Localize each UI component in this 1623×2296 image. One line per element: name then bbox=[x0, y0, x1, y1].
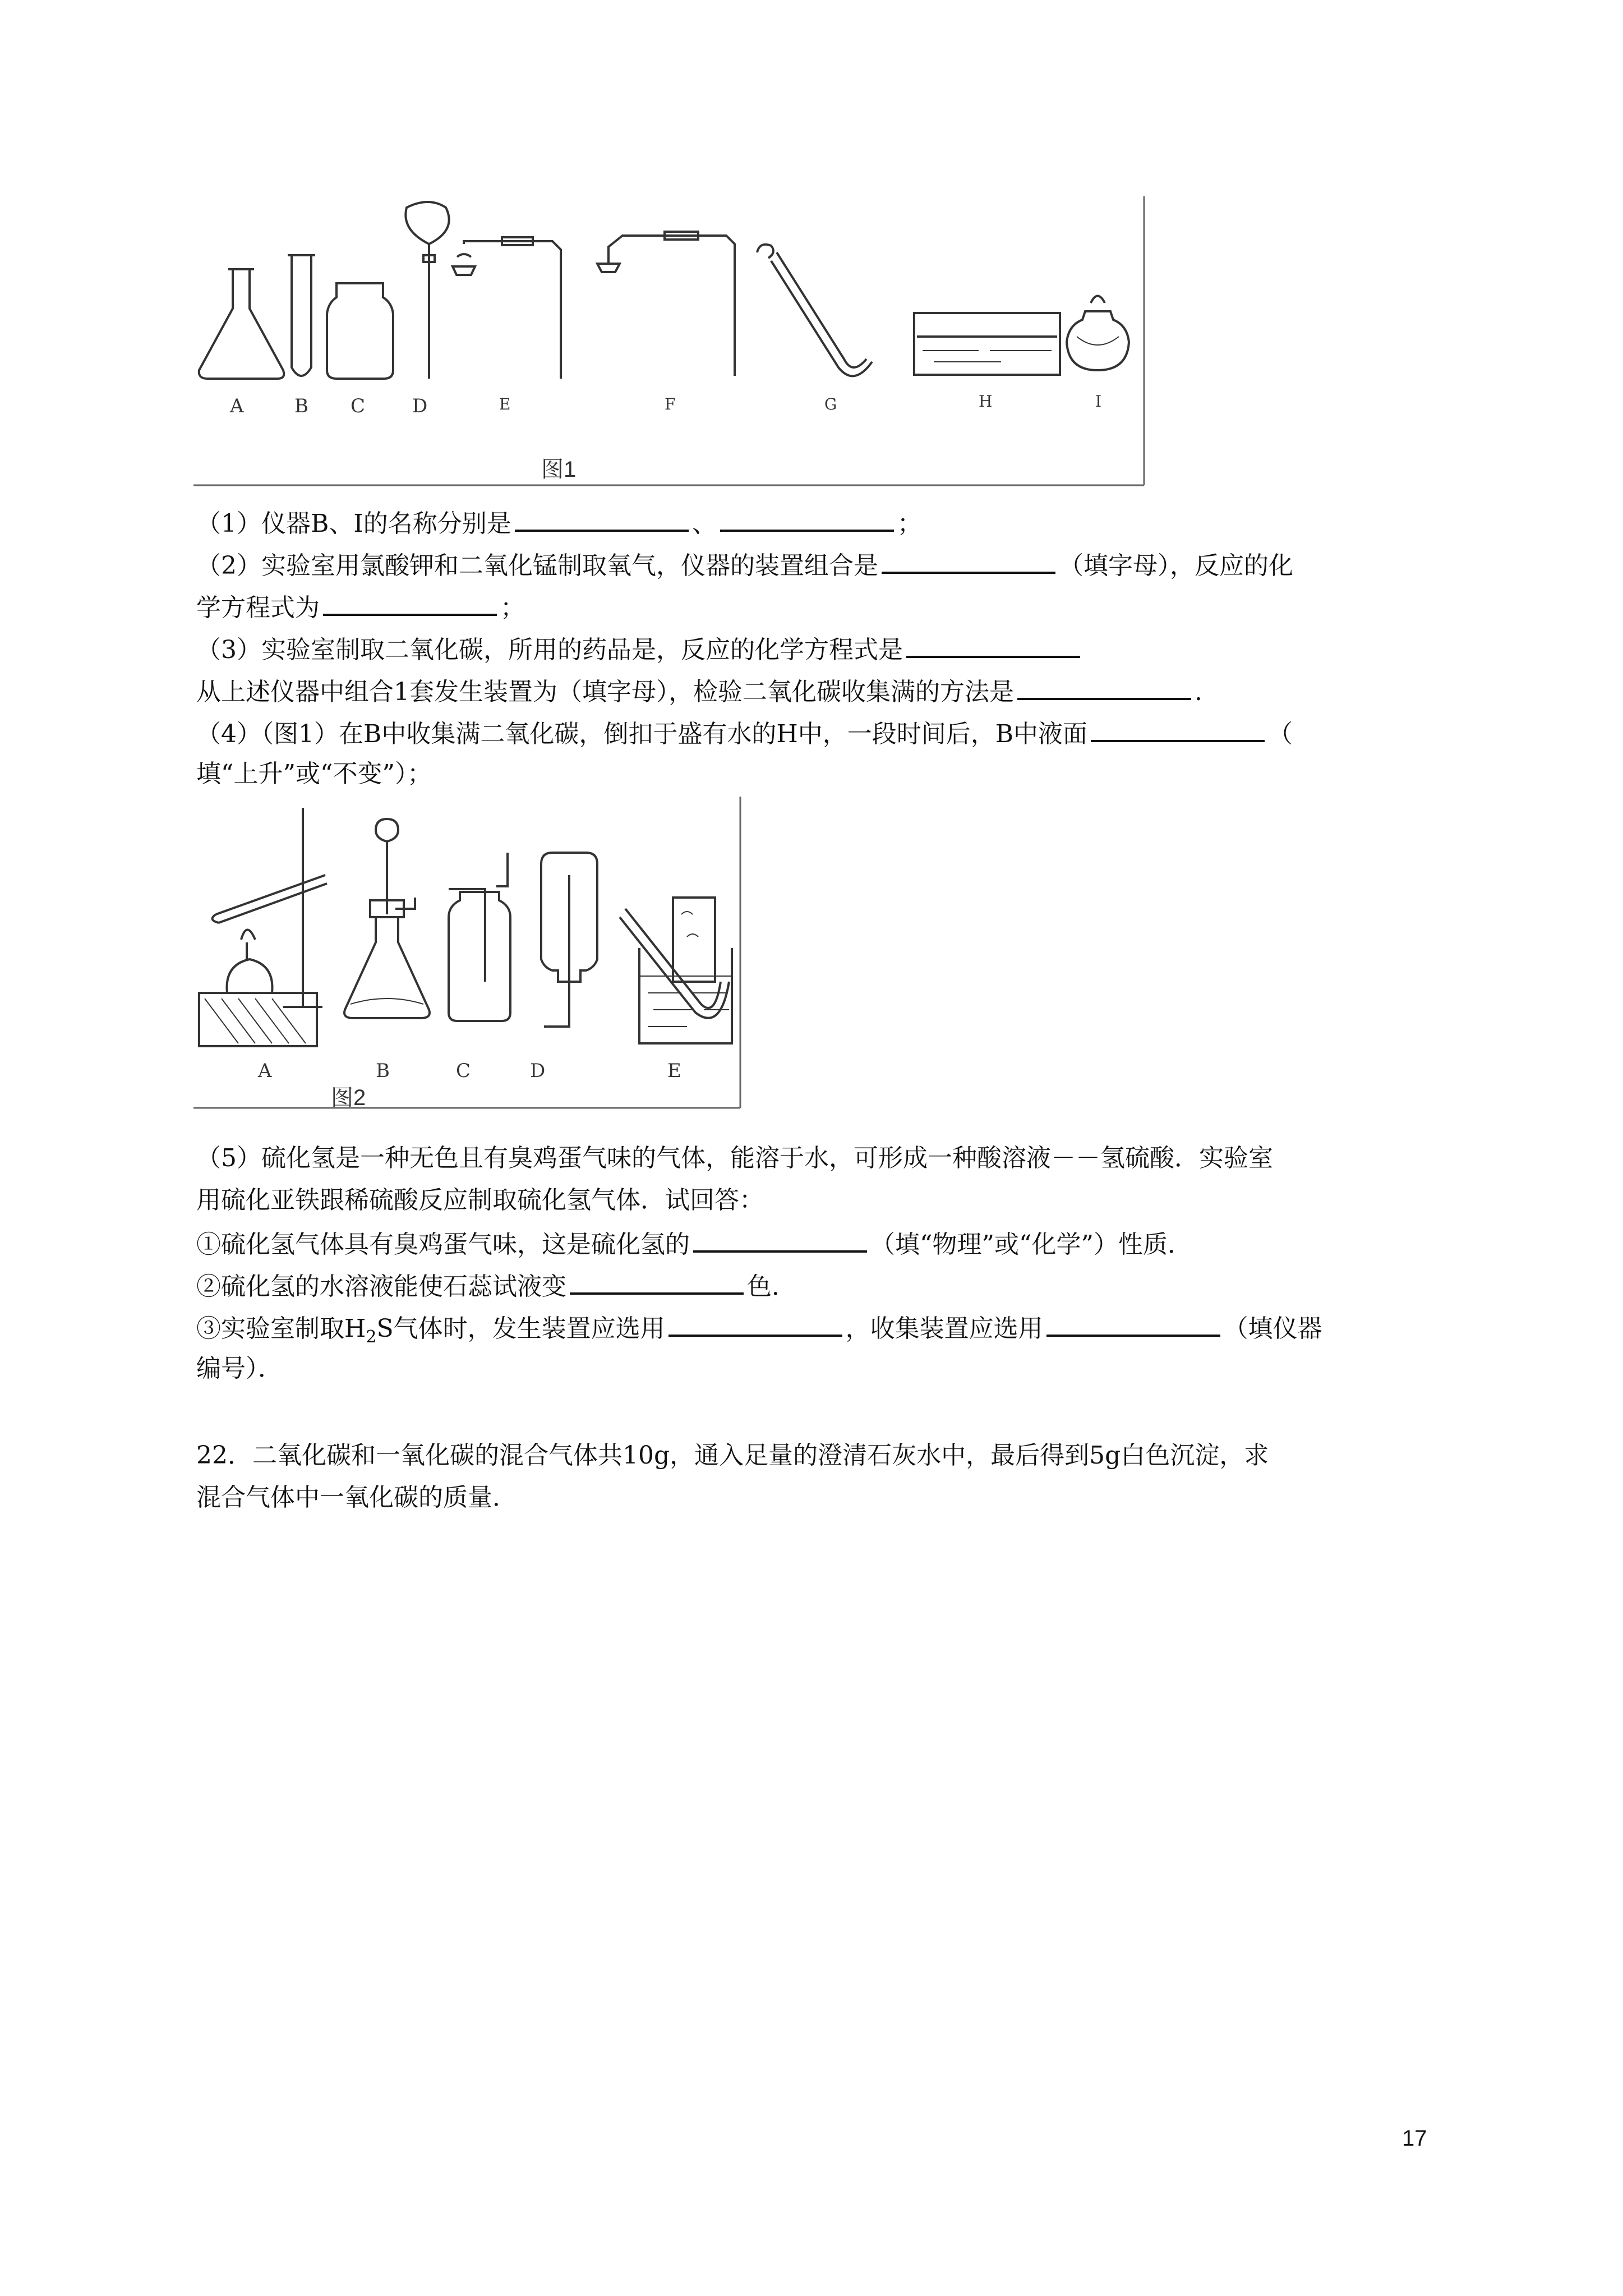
apparatus-i-alcohol-lamp bbox=[1067, 296, 1129, 371]
q2-line2-prefix: 学方程式为 bbox=[196, 593, 320, 622]
fig1-label-e: E bbox=[499, 395, 511, 413]
fig2-caption: 图2 bbox=[331, 1085, 366, 1110]
q5-sub1-prefix: ①硫化氢气体具有臭鸡蛋气味，这是硫化氢的 bbox=[196, 1230, 690, 1259]
q4-line2: 填“上升”或“不变”）； bbox=[196, 760, 432, 788]
question-2-line-1 bbox=[196, 547, 1293, 583]
q5-sub3-mid1: S气体时，发生装置应选用 bbox=[376, 1314, 665, 1343]
q5-sub3-mid2: ，收集装置应选用 bbox=[845, 1314, 1043, 1343]
question-5-sub-1 bbox=[196, 1226, 1192, 1262]
q3-blank-equation[interactable] bbox=[906, 631, 1080, 658]
q1-prefix: （1）仪器B、I的名称分别是 bbox=[196, 509, 511, 538]
fig1-label-g: G bbox=[824, 395, 837, 413]
fig1-caption: 图1 bbox=[541, 457, 577, 482]
question-4-line-2 bbox=[196, 757, 432, 791]
fig1-label-c: C bbox=[351, 395, 366, 417]
apparatus-c-gas-bottle bbox=[327, 283, 393, 379]
apparatus-b-test-tube bbox=[288, 255, 315, 376]
q3-line2-suffix: . bbox=[1195, 678, 1202, 706]
apparatus-a-conical-flask bbox=[199, 269, 284, 379]
question-5-sub-3-line-2 bbox=[196, 1352, 283, 1386]
q4-line1-prefix: （4）（图1）在B中收集满二氧化碳，倒扣于盛有水的H中，一段时间后，B中液面 bbox=[196, 720, 1088, 748]
fig2-apparatus-d bbox=[541, 853, 597, 1027]
q1-suffix: ； bbox=[897, 509, 922, 538]
fig2-apparatus-c bbox=[449, 853, 510, 1021]
q5-blank-collector[interactable] bbox=[1046, 1310, 1220, 1337]
apparatus-e-stopper-tube bbox=[453, 237, 561, 379]
q3-blank-method[interactable] bbox=[1017, 673, 1191, 700]
figure-2 bbox=[193, 797, 743, 1111]
page-number: 17 bbox=[1402, 2126, 1427, 2151]
fig1-label-d: D bbox=[412, 395, 428, 417]
fig1-label-f: F bbox=[665, 395, 676, 413]
apparatus-h-trough bbox=[914, 313, 1060, 375]
q5-sub3-prefix: ③实验室制取H bbox=[196, 1314, 366, 1343]
question-3-line-1 bbox=[196, 631, 1083, 667]
question-2-line-2 bbox=[196, 589, 525, 625]
fig2-label-d: D bbox=[530, 1060, 546, 1082]
q1-blank-b[interactable] bbox=[515, 505, 689, 532]
fig1-label-b: B bbox=[294, 395, 308, 417]
q1-sep: 、 bbox=[691, 509, 717, 538]
fig2-apparatus-a bbox=[199, 808, 327, 1046]
fig2-label-e: E bbox=[667, 1060, 681, 1082]
q5-line1: （5）硫化氢是一种无色且有臭鸡蛋气味的气体，能溶于水，可形成一种酸溶液－－氢硫酸．实验室 bbox=[196, 1144, 1273, 1172]
q5-blank-color[interactable] bbox=[570, 1268, 744, 1295]
question-5-line-2 bbox=[196, 1184, 764, 1217]
q22-line1: 22．二氧化碳和一氧化碳的混合气体共10g，通入足量的澄清石灰水中，最后得到5g白色沉淀，求 bbox=[196, 1441, 1269, 1470]
fig1-label-h: H bbox=[979, 392, 993, 411]
apparatus-d-funnel bbox=[405, 202, 449, 379]
q1-blank-i[interactable] bbox=[720, 505, 894, 532]
question-22-line-1 bbox=[196, 1439, 1269, 1473]
q5-line2: 用硫化亚铁跟稀硫酸反应制取硫化氢气体．试回答： bbox=[196, 1186, 764, 1214]
q4-blank-level[interactable] bbox=[1091, 715, 1265, 742]
q5-sub1-suffix: （填“物理”或“化学”）性质． bbox=[870, 1230, 1192, 1259]
q3-line2-prefix: 从上述仪器中组合1套发生装置为（填字母），检验二氧化碳收集满的方法是 bbox=[196, 678, 1014, 706]
question-5-line-1 bbox=[196, 1142, 1273, 1175]
fig2-label-a: A bbox=[258, 1060, 272, 1082]
q2-blank-apparatus[interactable] bbox=[882, 547, 1055, 574]
q5-blank-generator[interactable] bbox=[668, 1310, 842, 1337]
question-1 bbox=[196, 505, 922, 541]
question-5-sub-2 bbox=[196, 1268, 796, 1304]
q5-sub2-prefix: ②硫化氢的水溶液能使石蕊试液变 bbox=[196, 1272, 566, 1301]
q2-blank-equation[interactable] bbox=[323, 589, 497, 616]
fig2-label-b: B bbox=[376, 1060, 390, 1082]
q5-sub2-suffix: 色． bbox=[747, 1272, 796, 1301]
fig2-apparatus-b bbox=[344, 819, 430, 1018]
q5-sub3-subscript: 2 bbox=[366, 1327, 377, 1347]
apparatus-g-bent-tube bbox=[757, 245, 872, 376]
fig1-label-i: I bbox=[1095, 392, 1102, 411]
q22-line2: 混合气体中一氧化碳的质量． bbox=[196, 1483, 517, 1512]
figure-1 bbox=[193, 191, 1147, 488]
fig2-apparatus-e bbox=[620, 898, 732, 1043]
fig2-label-c: C bbox=[456, 1060, 471, 1082]
question-5-sub-3 bbox=[196, 1310, 1322, 1354]
q5-sub3-suffix: （填仪器 bbox=[1223, 1314, 1322, 1343]
q2-line1-prefix: （2）实验室用氯酸钾和二氧化锰制取氧气，仪器的装置组合是 bbox=[196, 551, 878, 580]
q5-blank-property[interactable] bbox=[693, 1226, 867, 1253]
q2-line1-suffix: （填字母），反应的化 bbox=[1059, 551, 1293, 580]
q2-line2-suffix: ； bbox=[500, 593, 525, 622]
fig1-label-a: A bbox=[230, 395, 244, 417]
q4-line1-suffix: （ bbox=[1268, 720, 1293, 748]
q5-sub3-line2: 编号）． bbox=[196, 1354, 283, 1383]
apparatus-f-stopper-tube bbox=[597, 232, 735, 376]
q3-line1-prefix: （3）实验室制取二氧化碳，所用的药品是，反应的化学方程式是 bbox=[196, 636, 903, 664]
question-3-line-2 bbox=[196, 673, 1202, 709]
question-4-line-1 bbox=[196, 715, 1293, 751]
question-22-line-2 bbox=[196, 1481, 517, 1515]
